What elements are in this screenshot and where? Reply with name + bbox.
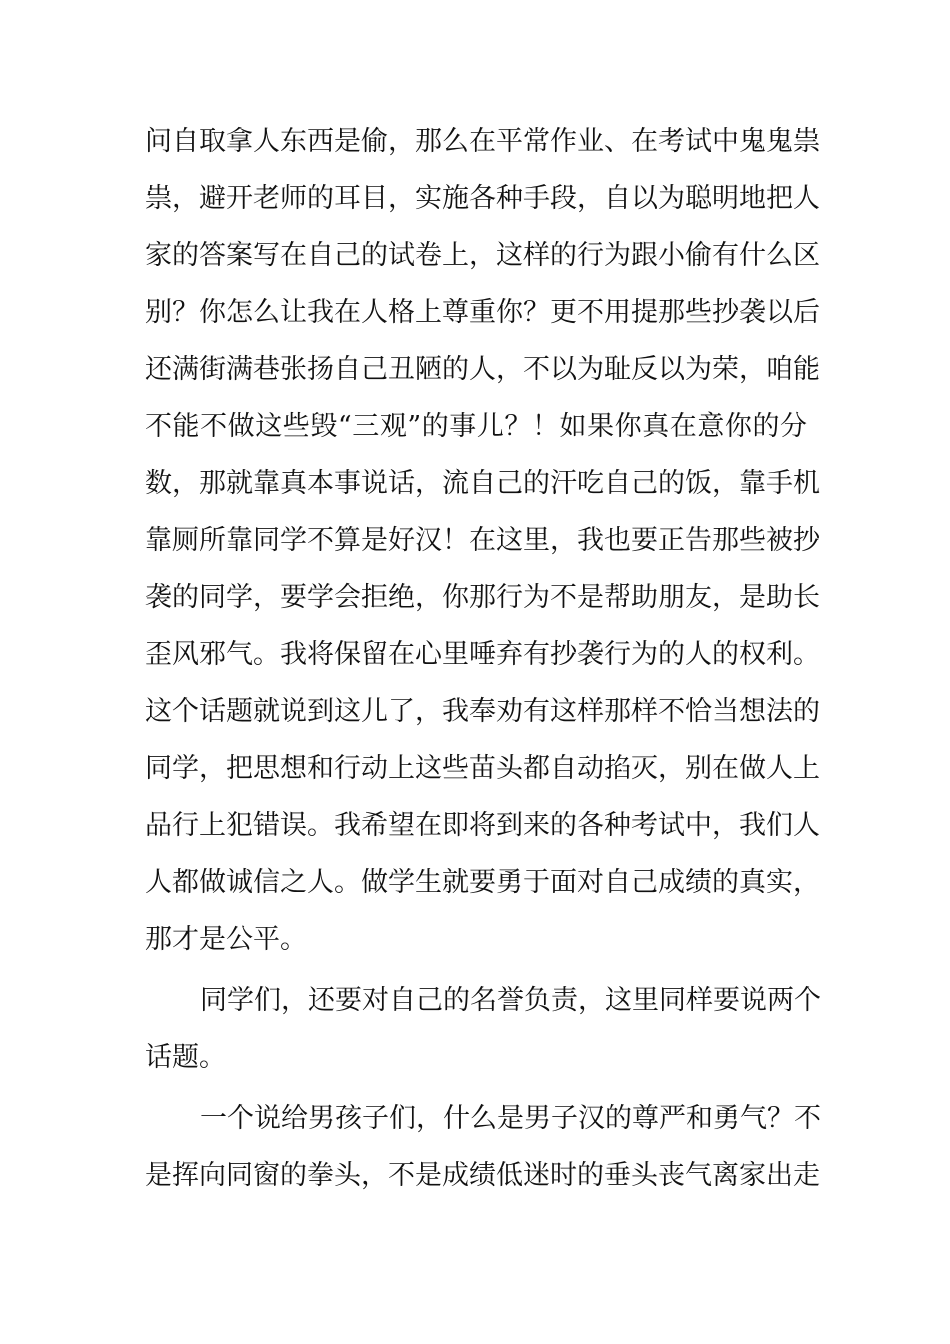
text-line: 品行上犯错误。我希望在即将到来的各种考试中，我们人: [145, 810, 820, 841]
text-line: 是挥向同窗的拳头，不是成绩低迷时的垂头丧气离家出走: [145, 1160, 820, 1191]
paragraph-first-line: 同学们，还要对自己的名誉负责，这里同样要说两个: [200, 985, 821, 1016]
text-line: 数，那就靠真本事说话，流自己的汗吃自己的饭，靠手机: [145, 468, 820, 499]
text-line: 祟，避开老师的耳目，实施各种手段，自以为聪明地把人: [145, 183, 820, 214]
text-line: 人都做诚信之人。做学生就要勇于面对自己成绩的真实，: [145, 867, 820, 898]
text-line: 袭的同学，要学会拒绝，你那行为不是帮助朋友，是助长: [145, 582, 820, 613]
text-line: 靠厕所靠同学不算是好汉！在这里，我也要正告那些被抄: [145, 525, 820, 556]
paragraph-first-line: 一个说给男孩子们，什么是男子汉的尊严和勇气？不: [200, 1103, 821, 1134]
text-line: 话题。: [145, 1042, 226, 1073]
text-line: 不能不做这些毁“三观”的事儿？！如果你真在意你的分: [145, 411, 807, 442]
text-line: 歪风邪气。我将保留在心里唾弃有抄袭行为的人的权利。: [145, 639, 820, 670]
text-line: 问自取拿人东西是偷，那么在平常作业、在考试中鬼鬼祟: [145, 126, 820, 157]
text-line: 还满街满巷张扬自己丑陋的人，不以为耻反以为荣，咱能: [145, 354, 820, 385]
text-line: 别？你怎么让我在人格上尊重你？更不用提那些抄袭以后: [145, 297, 820, 328]
text-line: 同学，把思想和行动上这些苗头都自动掐灭，别在做人上: [145, 753, 820, 784]
text-line: 这个话题就说到这儿了，我奉劝有这样那样不恰当想法的: [145, 696, 820, 727]
text-line: 家的答案写在自己的试卷上，这样的行为跟小偷有什么区: [145, 240, 820, 271]
text-line: 那才是公平。: [145, 924, 307, 955]
